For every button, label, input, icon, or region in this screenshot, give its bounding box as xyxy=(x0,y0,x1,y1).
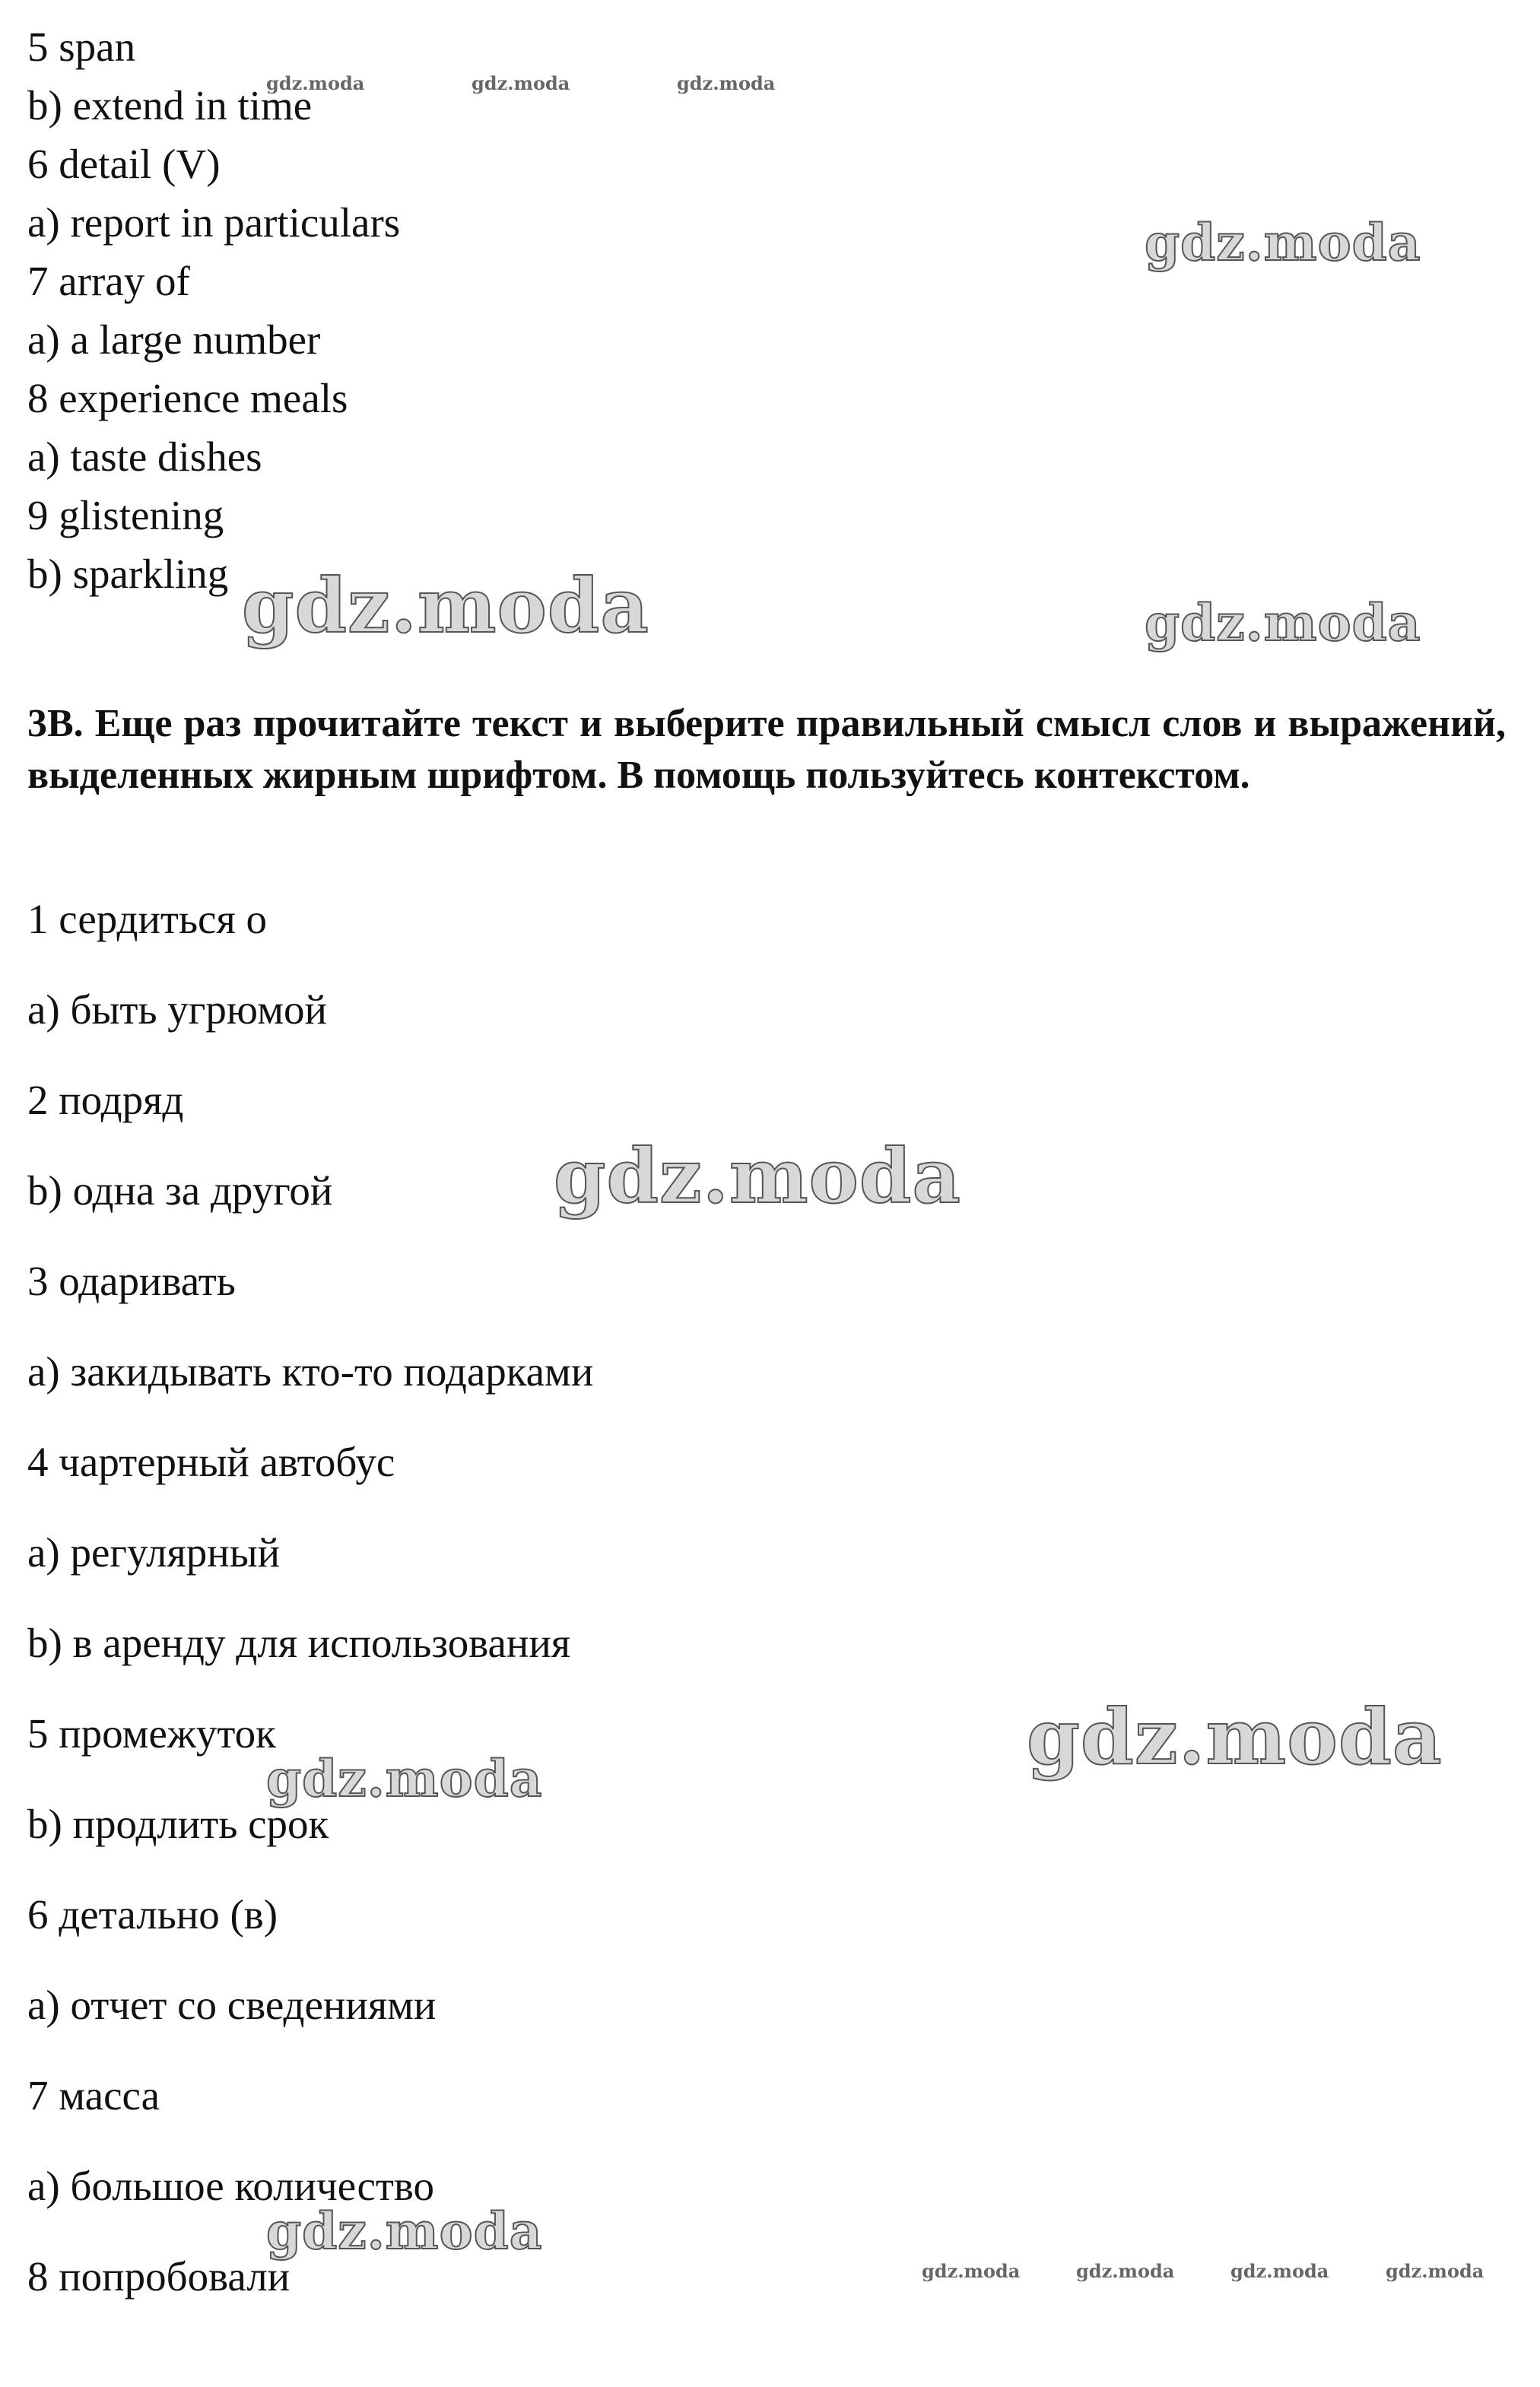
section-3b-heading: 3B. Еще раз прочитайте текст и выберите правильный смысл слов и выражений, выделенных жирным шрифтом. В помощь пользуйтесь контекстом. xyxy=(27,702,1506,797)
list-item: a) быть угрюмой xyxy=(27,986,327,1033)
list-item: 3 одаривать xyxy=(27,1258,236,1304)
watermark: gdz.moda xyxy=(1145,593,1421,652)
list-item: a) регулярный xyxy=(27,1529,281,1576)
list-item: 6 детально (в) xyxy=(27,1891,278,1938)
list-item: a) закидывать кто-то подарками xyxy=(27,1348,594,1395)
list-item: 5 промежуток xyxy=(27,1710,276,1757)
watermark: gdz.moda xyxy=(1145,213,1421,272)
list-item: 7 array of xyxy=(27,258,190,304)
list-item: a) отчет со сведениями xyxy=(27,1982,437,2028)
list-item: b) sparkling xyxy=(27,551,229,597)
list-item: 4 чартерный автобус xyxy=(27,1439,395,1485)
list-item: 9 glistening xyxy=(27,492,224,538)
watermark: gdz.moda xyxy=(1386,2260,1484,2282)
list-item: a) taste dishes xyxy=(27,433,262,480)
watermark: gdz.moda xyxy=(242,563,649,650)
list-item: a) a large number xyxy=(27,316,321,363)
list-item: b) в аренду для использования xyxy=(27,1620,571,1666)
list-item: 8 experience meals xyxy=(27,375,348,421)
list-item: 7 масса xyxy=(27,2072,160,2119)
watermark: gdz.moda xyxy=(1027,1692,1443,1782)
watermark: gdz.moda xyxy=(266,2201,543,2261)
watermark: gdz.moda xyxy=(266,1749,543,1808)
list-item: b) продлить срок xyxy=(27,1801,329,1847)
list-item: 2 подряд xyxy=(27,1077,184,1123)
watermark: gdz.moda xyxy=(1230,2260,1329,2282)
watermark: gdz.moda xyxy=(677,72,776,94)
watermark: gdz.moda xyxy=(1076,2260,1175,2282)
list-item: b) одна за другой xyxy=(27,1167,333,1214)
watermark: gdz.moda xyxy=(554,1133,961,1220)
watermark: gdz.moda xyxy=(922,2260,1021,2282)
watermark: gdz.moda xyxy=(472,72,570,94)
list-item: 5 span xyxy=(27,24,136,70)
list-item: 1 сердиться о xyxy=(27,896,268,942)
list-item: a) большое количество xyxy=(27,2163,435,2209)
list-item: b) extend in time xyxy=(27,82,313,129)
list-item: 8 попробовали xyxy=(27,2253,291,2300)
list-item: a) report in particulars xyxy=(27,199,401,246)
list-item: 6 detail (V) xyxy=(27,141,221,187)
watermark: gdz.moda xyxy=(266,72,365,94)
